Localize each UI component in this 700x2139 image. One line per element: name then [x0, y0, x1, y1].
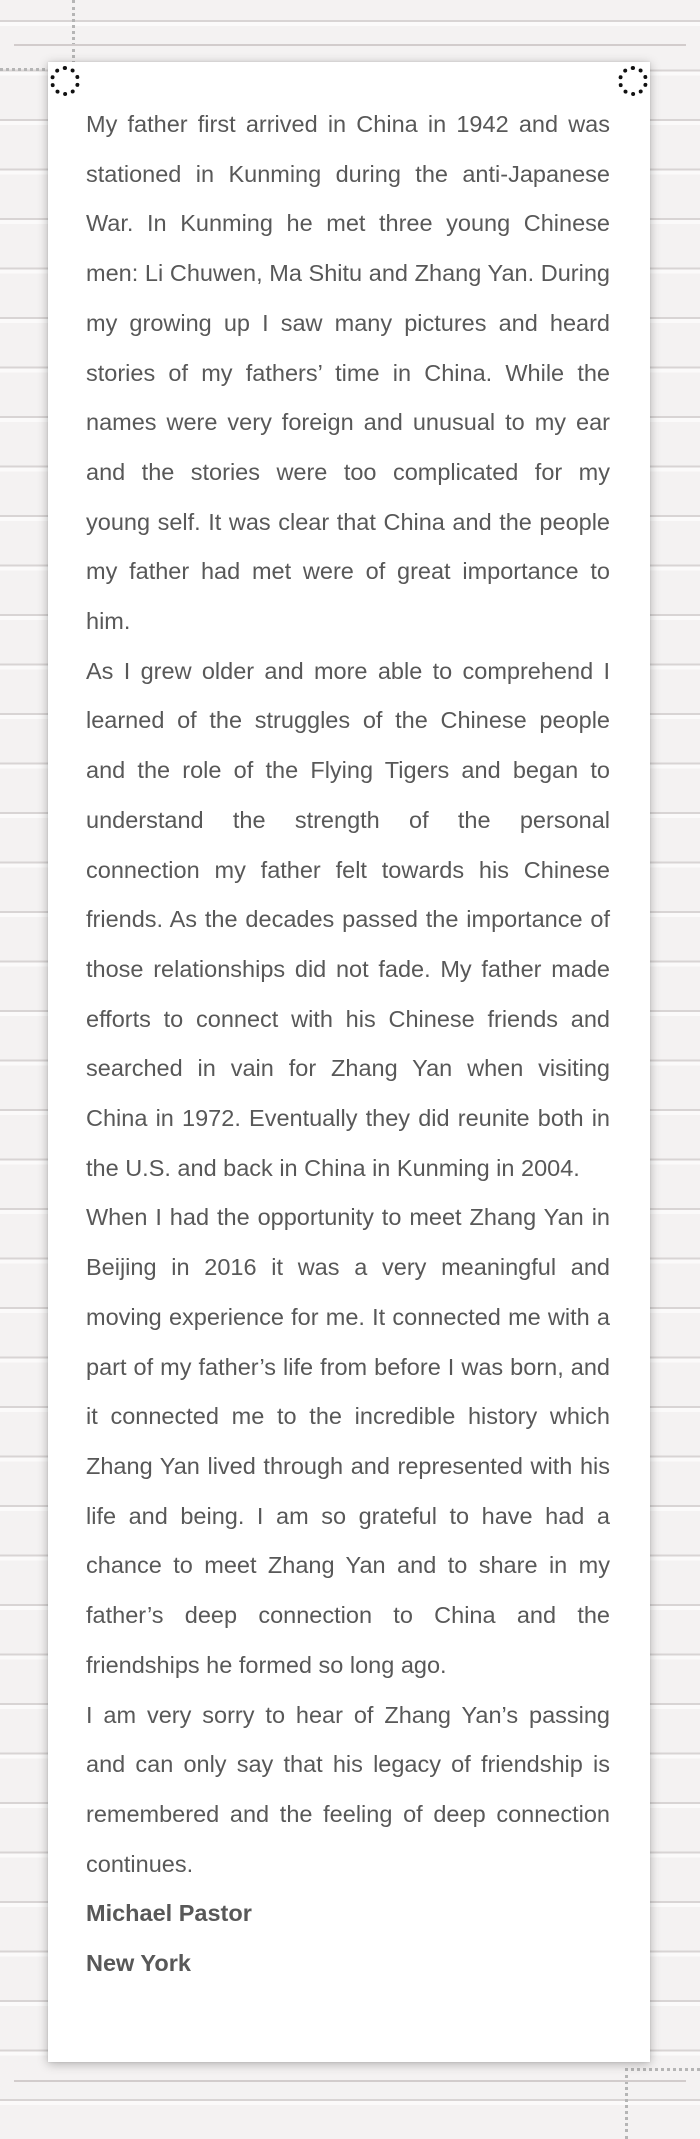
letter-paragraph: When I had the opportunity to meet Zhang Yan in Beijing in 2016 it was a very meaningful and moving experience for me. It connected me with a part of my father’s life from before I was born, and it connected me to the incredible history which Zhang Yan lived through and represented with his life and being. I am so grateful to have had a chance to meet Zhang Yan and to share in my father’s deep connection to China and the friendships he formed so long ago.: [86, 1204, 610, 1678]
corner-dotted-border-bottom-right: [625, 2068, 700, 2139]
letter-paper: [48, 62, 650, 2062]
letter-paragraph: I am very sorry to hear of Zhang Yan’s passing and can only say that his legacy of friendship is remembered and the feeling of deep connection continues.: [86, 1701, 610, 1877]
corner-dotted-border-top-left: [0, 0, 75, 71]
signature-city: New York: [86, 1950, 191, 1977]
letter-paragraph: As I grew older and more able to comprehend I learned of the struggles of the Chinese people and the role of the Flying Tigers and began to understand the strength of the personal connection my father felt towards his Chinese friends. As the decades passed the importance of those relationships did not fade. My father made efforts to connect with his Chinese friends and searched in vain for Zhang Yan when visiting China in 1972. Eventually they did reunite both in the U.S. and back in China in Kunming in 2004.: [86, 657, 610, 1181]
binder-hole-icon: [50, 66, 80, 96]
letter-paragraph: My father first arrived in China in 1942 and was stationed in Kunming during the anti-Japanese War. In Kunming he met three young Chinese men: Li Chuwen, Ma Shitu and Zhang Yan. During my growing up I saw many pictures and heard stories of my fathers’ time in China. While the names were very foreign and unusual to my ear and the stories were too complicated for my young self. It was clear that China and the people my father had met were of great importance to him.: [86, 111, 610, 635]
top-divider: [14, 44, 686, 46]
binder-hole-icon: [618, 66, 648, 96]
bottom-divider: [14, 2080, 686, 2082]
signature-name: Michael Pastor: [86, 1900, 252, 1927]
letter-body: [86, 100, 610, 1989]
